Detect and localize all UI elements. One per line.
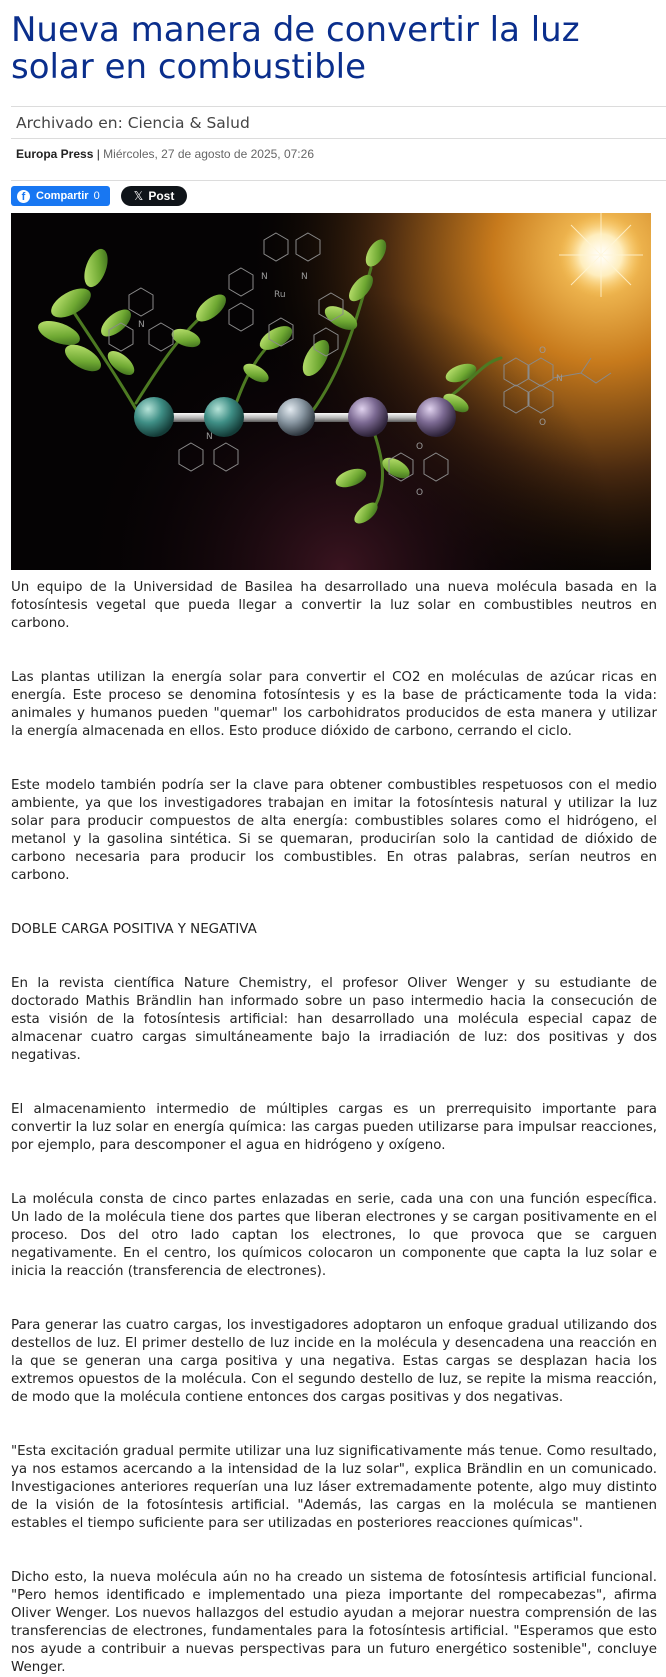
oxygen-label: O bbox=[539, 346, 547, 356]
ruthenium-label: Ru bbox=[274, 290, 286, 300]
paragraph: Un equipo de la Universidad de Basilea ha desarrollado una nueva molécula basada en la fotosíntesis vegetal que pueda llegar a convertir la luz solar en combustibles neutros en carbono. bbox=[11, 580, 657, 631]
nitrogen-label: N bbox=[206, 432, 213, 442]
molecule-illustration bbox=[11, 213, 651, 570]
paragraph: Las plantas utilizan la energía solar para convertir el CO2 en moléculas de azúcar ricas en energía. Este proceso se denomina fotosíntesis y es la base de prácticamente toda la vida: animales y humanos pueden "quemar" los carbohidratos producidos de esta manera y utilizar la energía almacenada en ellos. Esto produce dióxido de carbono, cerrando el ciclo. bbox=[11, 670, 657, 739]
nitrogen-label: N bbox=[556, 374, 563, 384]
donor-sphere-2 bbox=[204, 397, 244, 437]
publish-date: Miércoles, 27 de agosto de 2025, 07:26 bbox=[103, 147, 314, 161]
nitrogen-label: N bbox=[301, 272, 308, 282]
facebook-icon: f bbox=[17, 190, 30, 203]
acceptor-sphere-1 bbox=[348, 397, 388, 437]
photosensitizer-sphere bbox=[277, 398, 315, 436]
nitrogen-label: N bbox=[261, 272, 268, 282]
paragraph: Dicho esto, la nueva molécula aún no ha creado un sistema de fotosíntesis artificial funcional. "Pero hemos identificado e implementado una pieza importante del rompecabezas", afirma Oliver Wenger. Los nuevos hallazgos del estudio ayudan a mejorar nuestra comprensión de las transferencias de electrones, fundamentales para la fotosíntesis artificial. "Esperamos que esto nos ayude a contribuir a nuevas perspectivas para un futuro energético sostenible", concluye Wenger. bbox=[11, 1570, 657, 1675]
x-post-label: Post bbox=[148, 189, 175, 203]
paragraph: "Esta excitación gradual permite utilizar una luz significativamente más tenue. Como resultado, ya nos estamos acercando a la intensidad de la luz solar", explica Brändlin en un comunicado. Investigaciones anteriores requerían una luz láser extremadamente potente, algo muy distinto de la visión de la fotosíntesis artificial. "Además, las cargas en la molécula se mantienen estables el tiempo suficiente para ser utilizadas en posteriores reacciones químicas". bbox=[11, 1444, 657, 1531]
byline bbox=[11, 139, 666, 181]
donor-sphere-1 bbox=[134, 397, 174, 437]
x-post-button[interactable] bbox=[121, 186, 187, 206]
article-body bbox=[11, 579, 657, 1677]
paragraph: La molécula consta de cinco partes enlazadas en serie, cada una con una función específica. Un lado de la molécula tiene dos partes que liberan electrones y se cargan positivamente en el proceso. Dos del otro lado captan los electrones, lo que provoca que se carguen negativamente. En el centro, los químicos colocaron un componente que capta la luz solar e inicia la reacción (transferencia de electrones). bbox=[11, 1192, 657, 1279]
facebook-share-label: Compartir bbox=[36, 190, 89, 202]
section-subheading: DOBLE CARGA POSITIVA Y NEGATIVA bbox=[11, 922, 257, 937]
nitrogen-label: N bbox=[138, 320, 145, 330]
paragraph: En la revista científica Nature Chemistry, el profesor Oliver Wenger y su estudiante de doctorado Mathis Brändlin han informado sobre un paso intermedio hacia la consecución de esta visión de la fotosíntesis artificial: han desarrollado una molécula especial capaz de almacenar cuatro cargas simultáneamente bajo la irradiación de luz: dos positivas y dos negativas. bbox=[11, 976, 657, 1063]
archive-label: Archivado en: Ciencia & Salud bbox=[16, 114, 250, 132]
article-title: Nueva manera de convertir la luz solar en combustible bbox=[11, 10, 580, 87]
paragraph: Para generar las cuatro cargas, los investigadores adoptaron un enfoque gradual utilizando dos destellos de luz. El primer destello de luz incide en la molécula y desencadena una reacción en la que se generan una carga positiva y una negativa. Estas cargas se desplazan hacia los extremos opuestos de la molécula. Con el segundo destello de luz, se repite la misma reacción, de modo que la molécula contiene entonces dos cargas positivas y dos negativas. bbox=[11, 1318, 657, 1405]
byline-separator: | bbox=[93, 147, 104, 161]
oxygen-label: O bbox=[539, 418, 547, 428]
archive-category bbox=[11, 106, 666, 139]
oxygen-label: O bbox=[416, 442, 424, 452]
facebook-share-button[interactable] bbox=[11, 186, 110, 206]
facebook-share-count: 0 bbox=[93, 190, 100, 202]
paragraph: Este modelo también podría ser la clave para obtener combustibles respetuosos con el medio ambiente, ya que los investigadores trabajan en imitar la fotosíntesis natural y utilizar la luz solar para producir compuestos de alta energía: combustibles solares como el hidrógeno, el metanol y la gasolina sintética. Si se quemaran, producirían solo la cantidad de dióxido de carbono necesaria para producir los combustibles. En otras palabras, serían neutros en carbono. bbox=[11, 778, 657, 883]
article-hero-image bbox=[11, 213, 651, 570]
paragraph: El almacenamiento intermedio de múltiples cargas es un prerrequisito importante para convertir la luz solar en energía química: las cargas pueden utilizarse para impulsar reacciones, por ejemplo, para descomponer el agua en hidrógeno y oxígeno. bbox=[11, 1102, 657, 1153]
acceptor-sphere-2 bbox=[416, 397, 456, 437]
oxygen-label: O bbox=[416, 488, 424, 498]
source-name: Europa Press bbox=[16, 147, 94, 161]
x-logo-icon: 𝕏 bbox=[133, 189, 144, 203]
